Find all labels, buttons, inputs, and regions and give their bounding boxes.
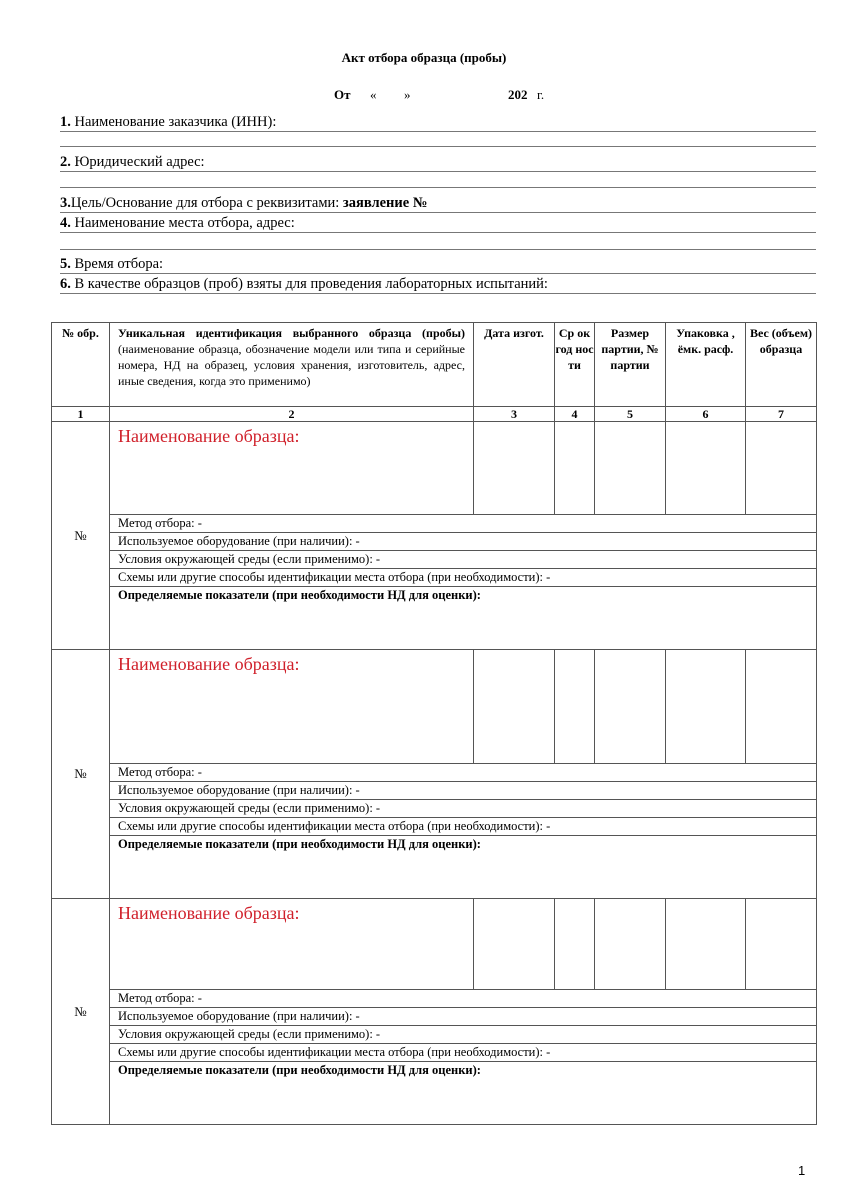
- identification-schemes: Схемы или другие способы идентификации места отбора (при необходимости): -: [110, 569, 817, 587]
- document-title: Акт отбора образца (пробы): [341, 50, 507, 65]
- environment-conditions: Условия окружающей среды (если применимо): -: [110, 1026, 817, 1044]
- sample-row: [52, 899, 817, 990]
- identification-schemes: Схемы или другие способы идентификации места отбора (при необходимости): -: [110, 1044, 817, 1062]
- header-weight: Вес (объем) образца: [746, 323, 817, 407]
- environment-conditions: Условия окружающей среды (если применимо): -: [110, 800, 817, 818]
- field-customer: 1. Наименование заказчика (ИНН):: [60, 113, 816, 132]
- header-identification: Уникальная идентификация выбранного образца (пробы) (наименование образца, обозначение модели или типа и серийные номера, НД на образец, условия хранения, изготовитель, адрес, иные сведения, когда это применимо): [110, 323, 474, 407]
- samples-table: [51, 322, 817, 1125]
- date-year-suffix: г.: [537, 87, 545, 102]
- column-number: 2: [110, 407, 474, 422]
- page-number: 1: [798, 1163, 806, 1178]
- sample-cell: [746, 650, 817, 764]
- header-shelf-life: Ср ок год нос ти: [555, 323, 595, 407]
- date-year: 202: [508, 87, 528, 102]
- sample-cell: [474, 422, 555, 515]
- sample-cell: [666, 650, 746, 764]
- header-batch-size: Размер партии, № партии: [595, 323, 666, 407]
- date-from: От: [334, 87, 351, 102]
- column-number: 1: [52, 407, 110, 422]
- equipment-used: Используемое оборудование (при наличии): -: [110, 782, 817, 800]
- field-samples-taken: 6. В качестве образцов (проб) взяты для проведения лабораторных испытаний:: [60, 275, 816, 294]
- header-packaging: Упаковка , ёмк. расф.: [666, 323, 746, 407]
- sample-row: [52, 422, 817, 515]
- column-number-row: [52, 407, 817, 422]
- determined-indicators: Определяемые показатели (при необходимости НД для оценки):: [110, 836, 817, 899]
- equipment-used: Используемое оборудование (при наличии): -: [110, 533, 817, 551]
- sample-cell: [595, 650, 666, 764]
- equipment-used: Используемое оборудование (при наличии): -: [110, 1008, 817, 1026]
- determined-indicators: Определяемые показатели (при необходимости НД для оценки):: [110, 1062, 817, 1125]
- field-sampling-place: 4. Наименование места отбора, адрес:: [60, 214, 816, 233]
- sample-cell: [746, 899, 817, 990]
- sample-cell: [555, 650, 595, 764]
- sample-no: №: [52, 899, 110, 1125]
- sampling-method: Метод отбора: -: [110, 764, 817, 782]
- sample-name-label: Наименование образца:: [110, 650, 474, 764]
- date-close-quote: »: [404, 87, 411, 102]
- sample-cell: [746, 422, 817, 515]
- column-number: 5: [595, 407, 666, 422]
- sample-name-label: Наименование образца:: [110, 899, 474, 990]
- sample-cell: [555, 899, 595, 990]
- sampling-method: Метод отбора: -: [110, 990, 817, 1008]
- table-header-row: [52, 323, 817, 407]
- header-manufacture-date: Дата изгот.: [474, 323, 555, 407]
- sample-name-label: Наименование образца:: [110, 422, 474, 515]
- column-number: 6: [666, 407, 746, 422]
- column-number: 3: [474, 407, 555, 422]
- blank-line: [60, 249, 816, 250]
- field-purpose: 3.Цель/Основание для отбора с реквизитами: заявление №: [60, 194, 816, 213]
- column-number: 7: [746, 407, 817, 422]
- environment-conditions: Условия окружающей среды (если применимо): -: [110, 551, 817, 569]
- sample-cell: [666, 422, 746, 515]
- sample-cell: [666, 899, 746, 990]
- column-number: 4: [555, 407, 595, 422]
- identification-schemes: Схемы или другие способы идентификации места отбора (при необходимости): -: [110, 818, 817, 836]
- blank-line: [60, 146, 816, 147]
- field-sampling-time: 5. Время отбора:: [60, 255, 816, 274]
- field-legal-address: 2. Юридический адрес:: [60, 153, 816, 172]
- sampling-method: Метод отбора: -: [110, 515, 817, 533]
- sample-no: №: [52, 422, 110, 650]
- sample-cell: [595, 899, 666, 990]
- sample-cell: [595, 422, 666, 515]
- sample-cell: [555, 422, 595, 515]
- sample-cell: [474, 899, 555, 990]
- date-open-quote: «: [370, 87, 377, 102]
- sample-no: №: [52, 650, 110, 899]
- sample-row: [52, 650, 817, 764]
- determined-indicators: Определяемые показатели (при необходимости НД для оценки):: [110, 587, 817, 650]
- header-sample-no: № обр.: [52, 323, 110, 407]
- blank-line: [60, 187, 816, 188]
- sample-cell: [474, 650, 555, 764]
